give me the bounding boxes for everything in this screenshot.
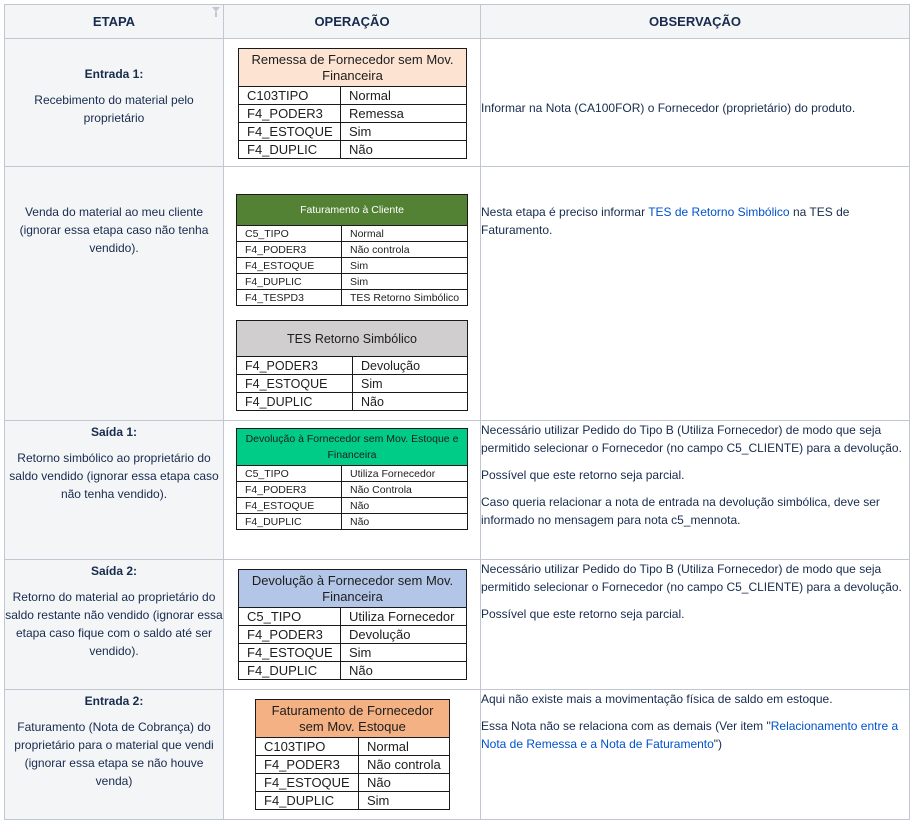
table-row: [5, 421, 910, 560]
observation-text: Necessário utilizar Pedido do Tipo B (Utiliza Fornecedor) de modo que seja permitido selecionar o Fornecedor (no campo C5_CLIENTE) para a devolução.: [481, 562, 902, 594]
stage-description: Retorno simbólico ao proprietário do saldo vendido (ignorar essa etapa caso não tenha vendido).: [9, 451, 219, 501]
operation-value: Sim: [341, 123, 467, 141]
observation-text-end: "): [713, 737, 723, 751]
operation-field: F4_ESTOQUE: [239, 644, 341, 662]
table-row: [5, 690, 910, 820]
operation-field: F4_ESTOQUE: [237, 498, 342, 514]
operation-field: F4_PODER3: [256, 756, 359, 774]
operation-value: Devolução: [341, 626, 467, 644]
operation-value: Não: [342, 514, 468, 530]
observation-text: Necessário utilizar Pedido do Tipo B (Utiliza Fornecedor) de modo que seja permitido selecionar o Fornecedor (no campo C5_CLIENTE) para a devolução.: [481, 423, 902, 455]
operation-field: F4_DUPLIC: [256, 792, 359, 810]
stage-description: Venda do material ao meu cliente (ignorar essa etapa caso não tenha vendido).: [19, 205, 209, 255]
stage-cell: [5, 421, 224, 560]
operation-field: C5_TIPO: [237, 466, 342, 482]
stage-cell: [5, 690, 224, 820]
operation-table-title: Remessa de Fornecedor sem Mov. Financeira: [239, 49, 467, 87]
observation-text: Aqui não existe mais a movimentação física de saldo em estoque.: [481, 692, 833, 706]
relacionamento-link[interactable]: Relacionamento entre a Nota de Remessa e a Nota de Faturamento: [481, 719, 899, 751]
operation-table-title: Devolução à Fornecedor sem Mov. Financeira: [239, 570, 467, 608]
stage-cell: [5, 167, 224, 421]
observation-text: Caso queria relacionar a nota de entrada na devolução simbólica, deve ser informado no mensagem para nota c5_mennota.: [481, 495, 880, 527]
operation-value: Devolução: [353, 357, 468, 375]
observation-text-end: na TES de Faturamento.: [481, 205, 850, 237]
stage-title: Entrada 1:: [84, 67, 144, 81]
operation-cell: [224, 690, 481, 820]
operation-field: F4_PODER3: [237, 242, 342, 258]
operation-field: C5_TIPO: [239, 608, 341, 626]
column-header-etapa-label: ETAPA: [92, 14, 136, 29]
operation-value: Não controla: [342, 242, 468, 258]
tes-retorno-link[interactable]: TES de Retorno Simbólico: [648, 205, 790, 219]
observation-text: [481, 717, 909, 753]
stage-title: Entrada 2:: [84, 694, 144, 708]
process-table: [4, 4, 910, 820]
operation-table: [238, 48, 467, 159]
stage-cell: [5, 39, 224, 167]
operation-field: C5_TIPO: [237, 226, 342, 242]
observation-cell: [481, 690, 910, 820]
operation-value: Não: [341, 141, 467, 159]
operation-field: F4_PODER3: [237, 482, 342, 498]
column-header-etapa[interactable]: [5, 5, 224, 39]
operation-field: F4_ESTOQUE: [239, 123, 341, 141]
operation-field: F4_ESTOQUE: [237, 258, 342, 274]
operation-value: Não: [359, 774, 450, 792]
operation-value: Sim: [359, 792, 450, 810]
operation-table: [236, 428, 468, 530]
observation-text: Possível que este retorno seja parcial.: [481, 607, 685, 621]
operation-value: Normal: [341, 87, 467, 105]
operation-field: C103TIPO: [239, 87, 341, 105]
column-header-operacao-label: OPERAÇÃO: [314, 14, 390, 29]
observation-cell: [481, 39, 910, 167]
operation-value: Utiliza Fornecedor: [341, 608, 467, 626]
operation-value: Não: [353, 393, 468, 411]
operation-value: Utiliza Fornecedor: [342, 466, 468, 482]
observation-cell: [481, 167, 910, 421]
operation-value: Sim: [342, 274, 468, 290]
operation-cell: [224, 39, 481, 167]
operation-field: F4_ESTOQUE: [237, 375, 353, 393]
operation-cell: [224, 167, 481, 421]
table-row: [5, 167, 910, 421]
stage-description: Faturamento (Nota de Cobrança) do proprietário para o material que vendi (ignorar essa etapa se não houve venda): [14, 720, 214, 788]
operation-table-title: Faturamento de Fornecedor sem Mov. Estoque: [256, 700, 450, 738]
observation-text: Informar na Nota (CA100FOR) o Fornecedor (proprietário) do produto.: [481, 101, 856, 115]
stage-title: Saída 2:: [90, 564, 138, 578]
table-row: [5, 39, 910, 167]
operation-field: F4_DUPLIC: [237, 514, 342, 530]
operation-value: TES Retorno Simbólico: [342, 290, 468, 306]
column-header-observacao-label: OBSERVAÇÃO: [649, 14, 741, 29]
observation-text-start: Nesta etapa é preciso informar: [481, 205, 649, 219]
operation-field: F4_TESPD3: [237, 290, 342, 306]
operation-cell: [224, 421, 481, 560]
operation-value: Não controla: [359, 756, 450, 774]
operation-value: Sim: [341, 644, 467, 662]
operation-table: [236, 194, 468, 306]
operation-field: F4_DUPLIC: [237, 274, 342, 290]
operation-value: Sim: [342, 258, 468, 274]
observation-text-start: Essa Nota não se relaciona com as demais (Ver item ": [481, 719, 771, 733]
observation-cell: [481, 560, 910, 690]
observation-text: [481, 203, 909, 239]
stage-title: Saída 1:: [90, 425, 138, 439]
column-header-observacao[interactable]: [481, 5, 910, 39]
operation-table-title: TES Retorno Simbólico: [237, 321, 468, 357]
operation-value: Não Controla: [342, 482, 468, 498]
operation-field: F4_DUPLIC: [239, 662, 341, 680]
column-header-operacao[interactable]: [224, 5, 481, 39]
stage-description: Recebimento do material pelo proprietário: [34, 93, 194, 125]
operation-value: Não: [342, 498, 468, 514]
operation-value: Normal: [342, 226, 468, 242]
operation-field: C103TIPO: [256, 738, 359, 756]
operation-field: F4_ESTOQUE: [256, 774, 359, 792]
operation-table: [236, 320, 468, 411]
operation-field: F4_PODER3: [239, 626, 341, 644]
operation-table: [255, 699, 450, 810]
operation-table: [238, 569, 467, 680]
operation-field: F4_DUPLIC: [239, 141, 341, 159]
operation-value: Não: [341, 662, 467, 680]
stage-description: Retorno do material ao proprietário do saldo restante não vendido (ignorar essa etapa caso fique com o saldo até ser vendido).: [5, 590, 223, 658]
operation-value: Sim: [353, 375, 468, 393]
observation-text: Possível que este retorno seja parcial.: [481, 468, 685, 482]
operation-value: Normal: [359, 738, 450, 756]
stage-cell: [5, 560, 224, 690]
operation-cell: [224, 560, 481, 690]
operation-table-title: Faturamento à Cliente: [237, 195, 468, 226]
sort-icon[interactable]: [211, 6, 221, 18]
table-row: [5, 560, 910, 690]
operation-field: F4_DUPLIC: [237, 393, 353, 411]
operation-field: F4_PODER3: [237, 357, 353, 375]
operation-table-title: Devolução à Fornecedor sem Mov. Estoque e Financeira: [237, 429, 468, 466]
observation-cell: [481, 421, 910, 560]
operation-field: F4_PODER3: [239, 105, 341, 123]
operation-value: Remessa: [341, 105, 467, 123]
